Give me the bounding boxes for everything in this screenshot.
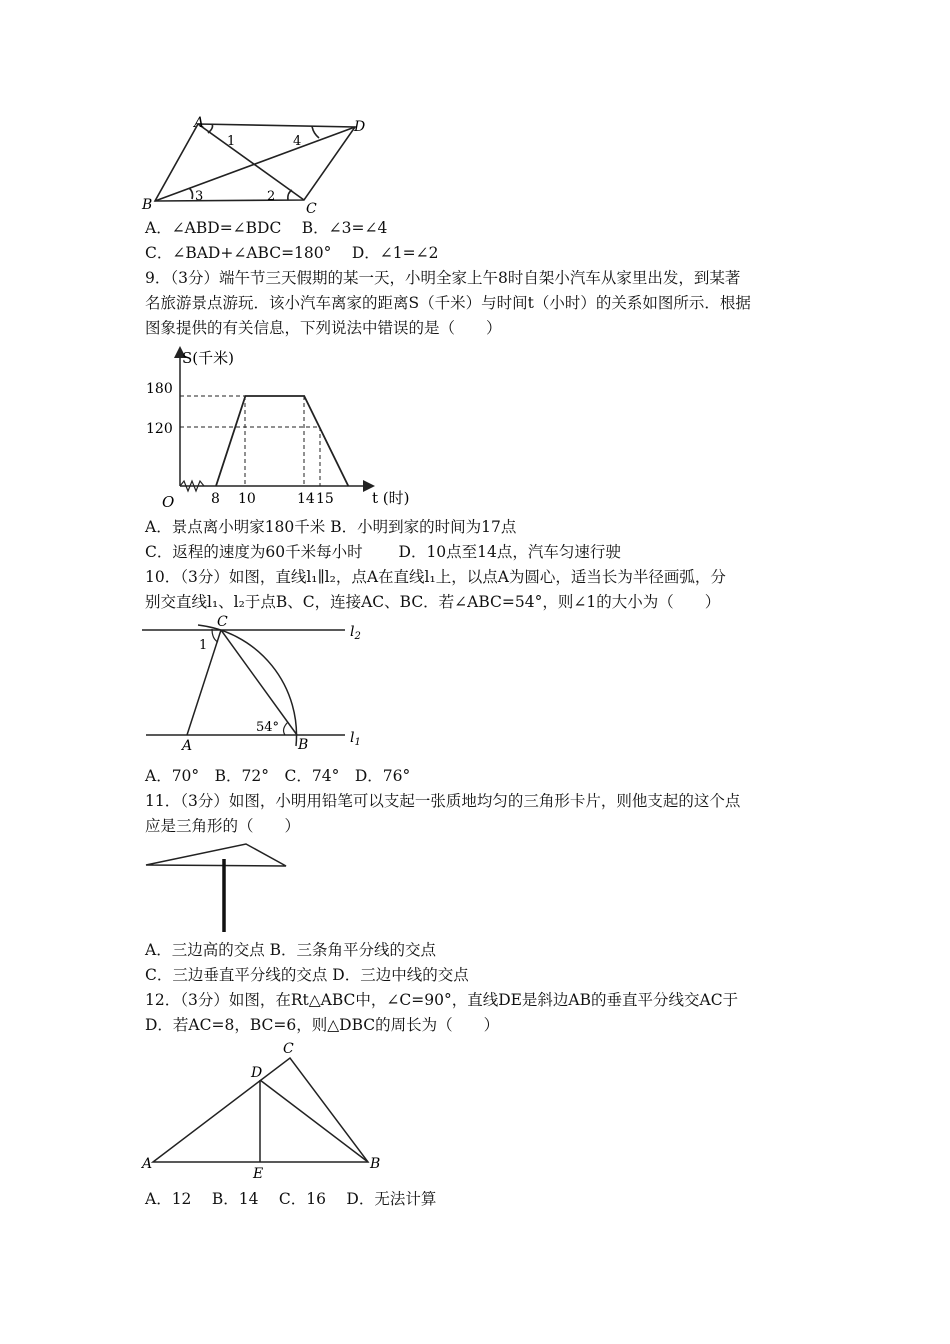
q9-options-line-1: A．景点离小明家180千米 B．小明到家的时间为17点	[145, 518, 517, 536]
q9-options-line-2: C．返程的速度为60千米每小时 D．10点至14点，汽车匀速行驶	[145, 543, 621, 561]
q9-stem-line-1: 9．（3分）端午节三天假期的某一天，小明全家上午8时自架小汽车从家里出发，到某著	[145, 269, 741, 287]
q12-stem-line-1: 12．（3分）如图，在Rt△ABC中，∠C=90°，直线DE是斜边AB的垂直平分线交AC于	[145, 991, 739, 1009]
q12-label-C: C	[283, 1041, 294, 1057]
q9-distance-path	[216, 396, 348, 486]
q8-label-C: C	[306, 201, 317, 217]
q9-stem-line-2: 名旅游景点游玩．该小汽车离家的距离S（千米）与时间t（小时）的关系如图所示．根据	[145, 294, 751, 312]
q12-options-line: A．12 B．14 C．16 D．无法计算	[145, 1190, 437, 1208]
q12-label-B: B	[370, 1156, 381, 1172]
q9-y-tick-180: 180	[146, 381, 173, 397]
q9-distance-time-graph	[140, 345, 420, 510]
q8-angle-1: 1	[227, 134, 236, 149]
q11-stem-line-1: 11．（3分）如图，小明用铅笔可以支起一张质地均匀的三角形卡片，则他支起的这个点	[145, 792, 741, 810]
q8-options-line-1: A．∠ABD=∠BDC B．∠3=∠4	[145, 219, 388, 237]
q9-x-tick-14: 14	[297, 491, 315, 507]
q9-x-tick-15: 15	[316, 491, 334, 507]
q12-stem-line-2: D．若AC=8，BC=6，则△DBC的周长为（ ）	[145, 1016, 500, 1034]
q9-y-axis-label: S(千米)	[182, 349, 234, 367]
q10-parallel-lines-figure	[140, 612, 380, 757]
q11-stem-line-2: 应是三角形的（ ）	[145, 817, 301, 835]
q9-x-axis-label: t (时)	[372, 489, 410, 507]
q12-label-A: A	[142, 1156, 153, 1172]
q8-angle-4: 4	[293, 134, 302, 149]
q10-label-A: A	[182, 738, 193, 754]
q11-triangle-card	[146, 844, 286, 866]
q10-options-line: A．70° B．72° C．74° D．76°	[145, 767, 411, 785]
q9-stem-line-3: 图象提供的有关信息，下列说法中错误的是（ ）	[145, 319, 502, 337]
q11-options-line-2: C．三边垂直平分线的交点 D．三边中线的交点	[145, 966, 469, 984]
q12-label-E: E	[253, 1166, 264, 1182]
q11-options-line-1: A．三边高的交点 B．三条角平分线的交点	[145, 941, 437, 959]
q12-segment-DB	[260, 1080, 368, 1162]
q8-angle-3: 3	[195, 189, 204, 204]
q10-label-B: B	[298, 737, 309, 753]
q10-stem-line-2: 别交直线l₁、l₂于点B、C，连接AC、BC．若∠ABC=54°，则∠1的大小为（ ）	[145, 593, 721, 611]
q8-label-B: B	[142, 197, 153, 213]
q8-label-D: D	[354, 119, 366, 135]
q8-options-line-2: C．∠BAD+∠ABC=180° D．∠1=∠2	[145, 244, 439, 262]
q10-label-l2: $l_2$	[350, 624, 361, 642]
q9-x-tick-10: 10	[238, 491, 256, 507]
q12-label-D: D	[251, 1065, 263, 1081]
q8-label-A: A	[194, 115, 205, 131]
q8-angle-2: 2	[267, 189, 276, 204]
q10-label-l1: $l_1$	[350, 730, 361, 748]
q10-label-C: C	[217, 614, 228, 630]
q10-stem-line-1: 10．（3分）如图，直线l₁∥l₂，点A在直线l₁上，以点A为圆心，适当长为半径画弧，分	[145, 568, 726, 586]
q8-parallelogram-figure	[140, 112, 380, 217]
q9-y-tick-120: 120	[146, 421, 173, 437]
q9-origin-label: O	[162, 493, 175, 511]
q11-triangle-card-figure	[140, 840, 300, 935]
q10-angle-1: 1	[199, 638, 208, 653]
q10-arc	[198, 625, 297, 746]
q10-angle-54: 54°	[256, 720, 280, 735]
q9-x-tick-8: 8	[211, 491, 220, 507]
q12-right-triangle-figure	[140, 1038, 390, 1183]
